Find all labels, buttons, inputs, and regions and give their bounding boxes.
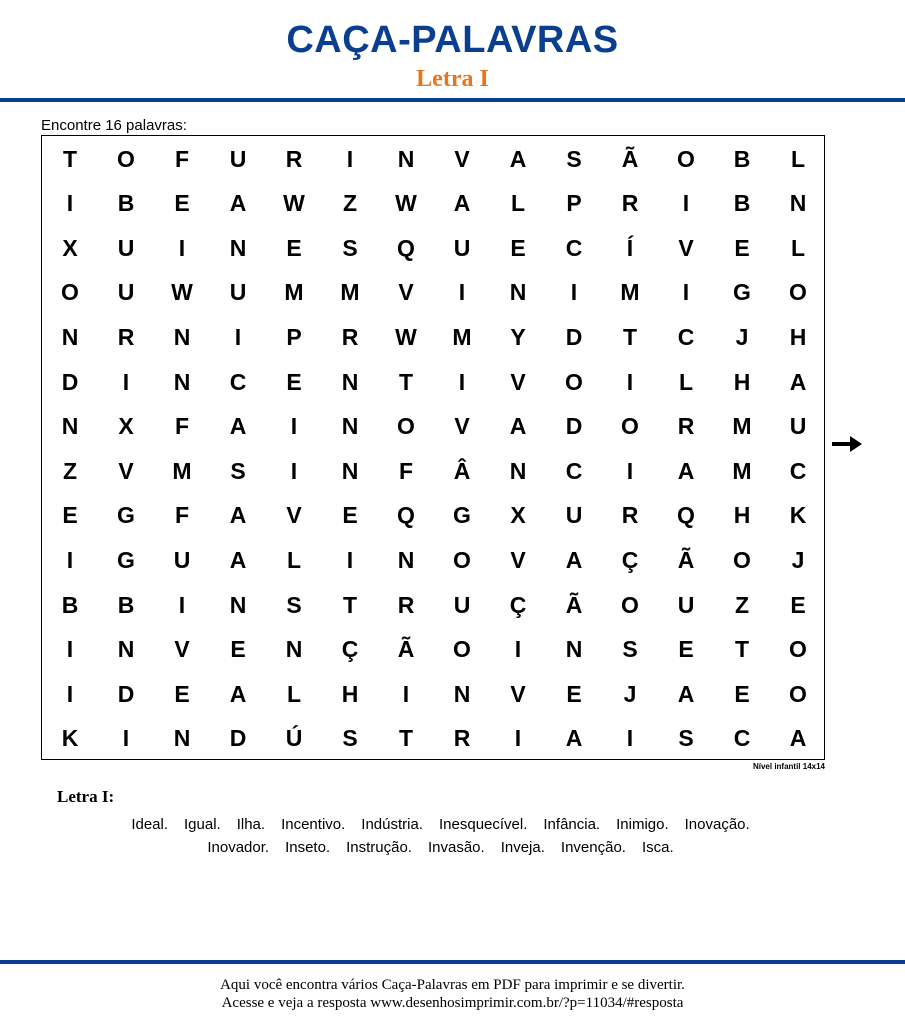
grid-cell[interactable]: J bbox=[735, 323, 749, 350]
grid-cell[interactable]: B bbox=[117, 591, 135, 618]
grid-cell[interactable]: U bbox=[565, 502, 583, 529]
grid-cell[interactable]: I bbox=[570, 279, 578, 306]
grid-cell[interactable]: C bbox=[677, 323, 695, 350]
grid-cell[interactable]: X bbox=[510, 502, 526, 529]
grid-cell[interactable]: U bbox=[453, 591, 471, 618]
grid-cell[interactable]: U bbox=[229, 279, 247, 306]
word-item: Indústria. bbox=[361, 816, 423, 833]
grid-cell[interactable]: Z bbox=[62, 457, 78, 484]
word-item: Invenção. bbox=[560, 839, 626, 856]
grid-cell[interactable]: D bbox=[61, 368, 79, 395]
level-label: Nível infantil 14x14 bbox=[752, 762, 825, 771]
grid-cell[interactable]: O bbox=[789, 279, 807, 306]
instruction-text: Encontre 16 palavras: bbox=[41, 117, 187, 134]
grid-cell[interactable]: B bbox=[61, 591, 79, 618]
grid-cell[interactable]: O bbox=[565, 368, 583, 395]
grid-cell[interactable]: I bbox=[122, 725, 130, 752]
grid-cell[interactable]: N bbox=[173, 725, 191, 752]
grid-cell[interactable]: O bbox=[621, 413, 639, 440]
grid-cell[interactable]: V bbox=[510, 368, 526, 395]
grid-cell[interactable]: A bbox=[789, 368, 807, 395]
grid-cell[interactable]: L bbox=[286, 680, 302, 707]
word-item: Inesquecível. bbox=[439, 816, 528, 833]
grid-cell[interactable]: X bbox=[62, 234, 78, 261]
grid-cell[interactable]: U bbox=[173, 546, 191, 573]
grid-cell[interactable]: E bbox=[174, 190, 190, 217]
grid-cell[interactable]: Ú bbox=[285, 725, 303, 752]
grid-cell[interactable]: U bbox=[677, 591, 695, 618]
grid-cell[interactable]: F bbox=[398, 457, 414, 484]
grid-cell[interactable]: Q bbox=[397, 502, 415, 529]
grid-cell[interactable]: I bbox=[66, 190, 74, 217]
grid-cell[interactable]: N bbox=[397, 546, 415, 573]
grid-cell[interactable]: O bbox=[397, 413, 415, 440]
grid-cell[interactable]: N bbox=[341, 413, 359, 440]
grid-cell[interactable]: Q bbox=[677, 502, 695, 529]
grid-cell[interactable]: K bbox=[61, 725, 79, 752]
grid-cell[interactable]: I bbox=[458, 279, 466, 306]
word-item: Inovação. bbox=[684, 816, 750, 833]
grid-cell[interactable]: N bbox=[229, 234, 247, 261]
grid-cell[interactable]: I bbox=[290, 413, 298, 440]
grid-cell[interactable]: A bbox=[565, 546, 583, 573]
grid-cell[interactable]: I bbox=[458, 368, 466, 395]
grid-cell[interactable]: L bbox=[678, 368, 694, 395]
grid-cell[interactable]: V bbox=[286, 502, 302, 529]
grid-cell[interactable]: L bbox=[286, 546, 302, 573]
grid-cell[interactable]: E bbox=[734, 680, 750, 707]
grid-cell[interactable]: N bbox=[453, 680, 471, 707]
grid-cell[interactable]: V bbox=[454, 145, 470, 172]
page-title: CAÇA-PALAVRAS bbox=[286, 19, 619, 61]
grid-cell[interactable]: H bbox=[789, 323, 807, 350]
grid-cell[interactable]: N bbox=[397, 145, 415, 172]
grid-cell[interactable]: G bbox=[117, 546, 135, 573]
grid-cell[interactable]: C bbox=[733, 725, 751, 752]
grid-cell[interactable]: R bbox=[621, 190, 639, 217]
grid-cell[interactable]: A bbox=[677, 680, 695, 707]
grid-cell[interactable]: N bbox=[789, 190, 807, 217]
grid-cell[interactable]: A bbox=[229, 680, 247, 707]
grid-cell[interactable]: E bbox=[342, 502, 358, 529]
grid-cell[interactable]: Q bbox=[397, 234, 415, 261]
page-subtitle: Letra I bbox=[416, 66, 489, 92]
grid-cell[interactable]: N bbox=[509, 279, 527, 306]
grid-cell[interactable]: I bbox=[178, 234, 186, 261]
grid-cell[interactable]: I bbox=[234, 323, 242, 350]
grid-cell[interactable]: N bbox=[285, 636, 303, 663]
word-item: Incentivo. bbox=[281, 816, 346, 833]
grid-cell[interactable]: V bbox=[678, 234, 694, 261]
grid-cell[interactable]: S bbox=[678, 725, 694, 752]
grid-cell[interactable]: P bbox=[566, 190, 582, 217]
grid-cell[interactable]: X bbox=[118, 413, 134, 440]
grid-cell[interactable]: L bbox=[510, 190, 526, 217]
grid-cell[interactable]: G bbox=[733, 279, 751, 306]
grid-cell[interactable]: M bbox=[452, 323, 472, 350]
grid-cell[interactable]: W bbox=[395, 190, 417, 217]
grid-cell[interactable]: E bbox=[566, 680, 582, 707]
word-item: Ideal. bbox=[131, 816, 169, 833]
grid-cell[interactable]: I bbox=[178, 591, 186, 618]
grid-cell[interactable]: I bbox=[402, 680, 410, 707]
arrow-right-icon[interactable] bbox=[832, 436, 862, 452]
grid-cell[interactable]: E bbox=[286, 234, 302, 261]
grid-cell[interactable]: O bbox=[117, 145, 135, 172]
grid-cell[interactable]: Ç bbox=[341, 636, 359, 663]
grid-cell[interactable]: V bbox=[398, 279, 414, 306]
grid-cell[interactable]: Í bbox=[626, 234, 634, 261]
grid-cell[interactable]: V bbox=[454, 413, 470, 440]
grid-cell[interactable]: G bbox=[453, 502, 471, 529]
grid-cell[interactable]: S bbox=[286, 591, 302, 618]
grid-cell[interactable]: A bbox=[565, 725, 583, 752]
grid-cell[interactable]: R bbox=[117, 323, 135, 350]
grid-cell[interactable]: D bbox=[117, 680, 135, 707]
grid-cell[interactable]: A bbox=[229, 546, 247, 573]
grid-cell[interactable]: F bbox=[174, 145, 190, 172]
grid-cell[interactable]: O bbox=[733, 546, 751, 573]
grid-cell[interactable]: W bbox=[171, 279, 193, 306]
grid-cell[interactable]: T bbox=[622, 323, 638, 350]
grid-cell[interactable]: H bbox=[733, 502, 751, 529]
word-item: Inveja. bbox=[500, 839, 545, 856]
grid-cell[interactable]: T bbox=[398, 368, 414, 395]
grid-cell[interactable]: W bbox=[395, 323, 417, 350]
grid-cell[interactable]: E bbox=[174, 680, 190, 707]
grid-cell[interactable]: I bbox=[346, 546, 354, 573]
grid-cell[interactable]: V bbox=[118, 457, 134, 484]
grid-cell[interactable]: Z bbox=[342, 190, 358, 217]
grid-cell[interactable]: F bbox=[174, 502, 190, 529]
header-divider bbox=[0, 98, 905, 102]
grid-cell[interactable]: Ã bbox=[621, 145, 639, 172]
grid-cell[interactable]: W bbox=[283, 190, 305, 217]
grid-cell[interactable]: B bbox=[117, 190, 135, 217]
grid-cell[interactable]: U bbox=[229, 145, 247, 172]
word-item: Instrução. bbox=[346, 839, 412, 856]
grid-cell[interactable]: Ç bbox=[621, 546, 639, 573]
word-item: Invasão. bbox=[427, 839, 485, 856]
grid-cell[interactable]: Â bbox=[453, 457, 471, 484]
grid-cell[interactable]: V bbox=[510, 680, 526, 707]
word-list-title: Letra I: bbox=[57, 787, 115, 806]
grid-cell[interactable]: H bbox=[733, 368, 751, 395]
grid-cell[interactable]: I bbox=[682, 190, 690, 217]
grid-cell[interactable]: A bbox=[453, 190, 471, 217]
grid-cell[interactable]: O bbox=[789, 680, 807, 707]
grid-cell[interactable]: V bbox=[174, 636, 190, 663]
grid-cell[interactable]: O bbox=[453, 636, 471, 663]
grid-cell[interactable]: L bbox=[790, 234, 806, 261]
grid-cell[interactable]: J bbox=[791, 546, 805, 573]
grid-cell[interactable]: V bbox=[510, 546, 526, 573]
grid-cell[interactable]: A bbox=[229, 502, 247, 529]
grid-cell[interactable]: E bbox=[510, 234, 526, 261]
grid-cell[interactable]: E bbox=[734, 234, 750, 261]
grid-cell[interactable]: R bbox=[341, 323, 359, 350]
grid-cell[interactable]: M bbox=[732, 413, 752, 440]
grid-cell[interactable]: C bbox=[789, 457, 807, 484]
grid-cell[interactable]: B bbox=[733, 190, 751, 217]
grid-cell[interactable]: N bbox=[173, 368, 191, 395]
grid-cell[interactable]: E bbox=[230, 636, 246, 663]
grid-cell[interactable]: D bbox=[565, 323, 583, 350]
grid-cell[interactable]: S bbox=[230, 457, 246, 484]
grid-cell[interactable]: O bbox=[677, 145, 695, 172]
grid-cell[interactable]: O bbox=[61, 279, 79, 306]
grid-cell[interactable]: I bbox=[346, 145, 354, 172]
grid-cell[interactable]: N bbox=[565, 636, 583, 663]
grid-cell[interactable]: E bbox=[678, 636, 694, 663]
grid-cell[interactable]: L bbox=[790, 145, 806, 172]
grid-cell[interactable]: E bbox=[790, 591, 806, 618]
grid-cell[interactable]: I bbox=[626, 457, 634, 484]
grid-cell[interactable]: R bbox=[621, 502, 639, 529]
grid-cell[interactable]: P bbox=[286, 323, 302, 350]
grid-cell[interactable]: I bbox=[682, 279, 690, 306]
grid-cell[interactable]: Ç bbox=[509, 591, 527, 618]
grid-cell[interactable]: G bbox=[117, 502, 135, 529]
word-item: Inseto. bbox=[285, 839, 331, 856]
grid-cell[interactable]: R bbox=[397, 591, 415, 618]
grid-cell[interactable]: N bbox=[341, 457, 359, 484]
grid-cell[interactable]: Ã bbox=[397, 636, 415, 663]
grid-cell[interactable]: T bbox=[398, 725, 414, 752]
grid-cell[interactable]: H bbox=[341, 680, 359, 707]
grid-cell[interactable]: U bbox=[117, 279, 135, 306]
grid-cell[interactable]: Y bbox=[510, 323, 526, 350]
footer-text-1: Aqui você encontra vários Caça-Palavras em PDF para imprimir e se divertir. bbox=[220, 977, 685, 993]
footer-divider bbox=[0, 960, 905, 964]
grid-cell[interactable]: F bbox=[174, 413, 190, 440]
grid-cell[interactable]: O bbox=[621, 591, 639, 618]
grid-cell[interactable]: C bbox=[229, 368, 247, 395]
grid-cell[interactable]: C bbox=[565, 234, 583, 261]
grid-cell[interactable]: A bbox=[789, 725, 807, 752]
grid-cell[interactable]: T bbox=[342, 591, 358, 618]
grid-cell[interactable]: S bbox=[342, 725, 358, 752]
word-search-grid bbox=[41, 135, 825, 760]
grid-cell[interactable]: K bbox=[789, 502, 807, 529]
grid-cell[interactable]: O bbox=[453, 546, 471, 573]
grid-cell[interactable]: I bbox=[514, 636, 522, 663]
word-item: Infância. bbox=[543, 816, 601, 833]
grid-cell[interactable]: I bbox=[66, 546, 74, 573]
grid-cell[interactable]: O bbox=[789, 636, 807, 663]
grid-cell[interactable]: I bbox=[626, 725, 634, 752]
grid-cell[interactable]: Ã bbox=[565, 591, 583, 618]
grid-cell[interactable]: M bbox=[284, 279, 304, 306]
grid-cell[interactable]: D bbox=[565, 413, 583, 440]
grid-cell[interactable]: I bbox=[66, 636, 74, 663]
word-list-line-1 bbox=[0, 816, 893, 834]
grid-cell[interactable]: A bbox=[677, 457, 695, 484]
grid-cell[interactable]: Ã bbox=[677, 546, 695, 573]
word-item: Inovador. bbox=[207, 839, 270, 856]
grid-cell[interactable]: I bbox=[514, 725, 522, 752]
word-item: Inimigo. bbox=[616, 816, 669, 833]
grid-cell[interactable]: N bbox=[509, 457, 527, 484]
grid-cell[interactable]: M bbox=[172, 457, 192, 484]
grid-cell[interactable]: R bbox=[677, 413, 695, 440]
grid-cell[interactable]: E bbox=[286, 368, 302, 395]
grid-cell[interactable]: J bbox=[623, 680, 637, 707]
grid-cell[interactable]: I bbox=[290, 457, 298, 484]
grid-cell[interactable]: S bbox=[566, 145, 582, 172]
word-item: Ilha. bbox=[236, 816, 266, 833]
grid-cell[interactable]: S bbox=[342, 234, 358, 261]
grid-cell[interactable]: N bbox=[229, 591, 247, 618]
grid-cell[interactable]: N bbox=[117, 636, 135, 663]
grid-cell[interactable]: R bbox=[285, 145, 303, 172]
grid-cell[interactable]: A bbox=[229, 413, 247, 440]
grid-cell[interactable]: N bbox=[341, 368, 359, 395]
grid-cell[interactable]: T bbox=[734, 636, 750, 663]
grid-cell[interactable]: A bbox=[229, 190, 247, 217]
footer-text-2: Acesse e veja a resposta www.desenhosimprimir.com.br/?p=11034/#resposta bbox=[221, 995, 684, 1011]
grid-cell[interactable]: A bbox=[509, 413, 527, 440]
grid-cell[interactable]: M bbox=[340, 279, 360, 306]
word-item: Isca. bbox=[641, 839, 674, 856]
grid-cell[interactable]: R bbox=[453, 725, 471, 752]
grid-cell[interactable]: M bbox=[732, 457, 752, 484]
grid-cell[interactable]: N bbox=[173, 323, 191, 350]
grid-cell[interactable]: T bbox=[62, 145, 78, 172]
grid-cell[interactable]: M bbox=[620, 279, 640, 306]
word-item: Igual. bbox=[184, 816, 221, 833]
word-list-line-2 bbox=[0, 839, 893, 857]
grid-cell[interactable]: E bbox=[62, 502, 78, 529]
grid-cell[interactable]: I bbox=[626, 368, 634, 395]
grid-cell[interactable]: S bbox=[622, 636, 638, 663]
grid-cell[interactable]: I bbox=[122, 368, 130, 395]
grid-cell[interactable]: N bbox=[61, 413, 79, 440]
grid-cell[interactable]: C bbox=[565, 457, 583, 484]
grid-cell[interactable]: N bbox=[61, 323, 79, 350]
grid-cell[interactable]: U bbox=[117, 234, 135, 261]
grid-cell[interactable]: A bbox=[509, 145, 527, 172]
grid-cell[interactable]: U bbox=[789, 413, 807, 440]
grid-cell[interactable]: Z bbox=[734, 591, 750, 618]
grid-cell[interactable]: I bbox=[66, 680, 74, 707]
grid-cell[interactable]: U bbox=[453, 234, 471, 261]
grid-cell[interactable]: B bbox=[733, 145, 751, 172]
grid-cell[interactable]: D bbox=[229, 725, 247, 752]
